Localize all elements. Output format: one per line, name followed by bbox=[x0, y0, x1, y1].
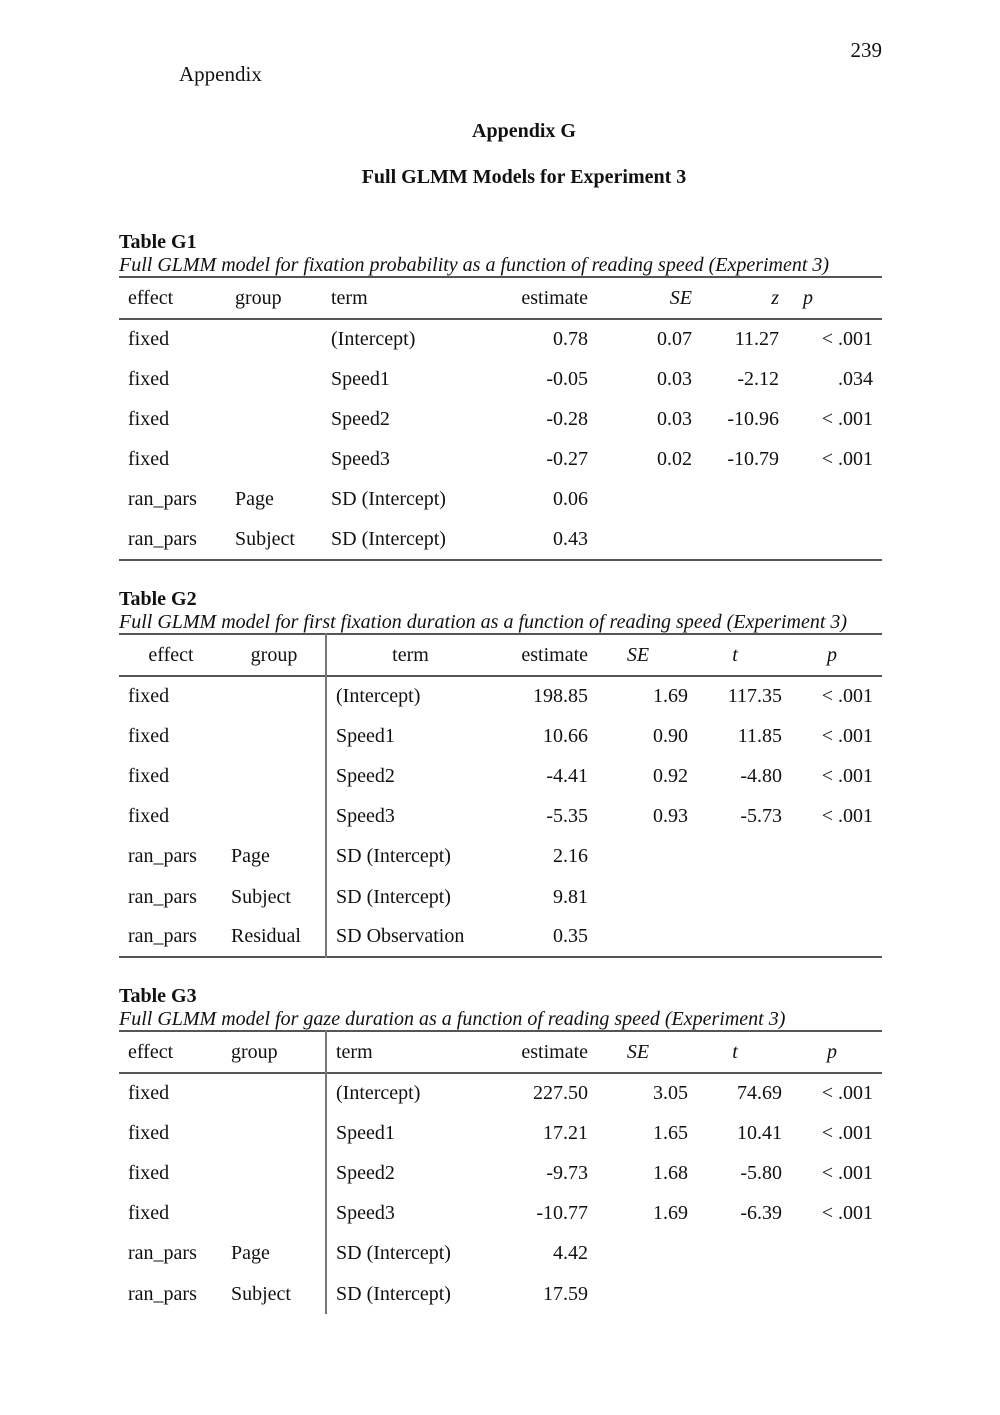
table-row bbox=[119, 1113, 882, 1153]
table-cell: ran_pars bbox=[128, 925, 197, 948]
table-cell: 0.35 bbox=[553, 925, 588, 948]
column-header: SE bbox=[626, 1040, 650, 1063]
table-cell: < .001 bbox=[821, 1202, 873, 1225]
table-header-row bbox=[119, 277, 882, 319]
table-cell: Speed1 bbox=[336, 724, 395, 747]
column-header: group bbox=[235, 286, 282, 309]
table-cell bbox=[782, 877, 882, 917]
table-cell: 11.85 bbox=[737, 724, 782, 747]
table-cell bbox=[782, 1274, 882, 1314]
table-cell bbox=[688, 837, 782, 877]
page-number: 239 bbox=[850, 38, 882, 62]
table-row bbox=[119, 917, 882, 957]
table-cell bbox=[782, 917, 882, 957]
table-cell bbox=[588, 1274, 688, 1314]
table-cell: fixed bbox=[128, 1202, 170, 1225]
table-cell: -6.39 bbox=[740, 1202, 782, 1225]
table-cell bbox=[223, 797, 326, 837]
table-cell: -4.80 bbox=[740, 764, 782, 787]
results-table bbox=[119, 276, 882, 561]
table-cell: fixed bbox=[128, 724, 170, 747]
column-header: term bbox=[392, 643, 429, 666]
table-cell: -9.73 bbox=[546, 1161, 588, 1184]
table-cell: fixed bbox=[128, 1121, 170, 1144]
table-cell bbox=[588, 520, 692, 560]
results-table bbox=[119, 1030, 882, 1314]
table-cell: < .001 bbox=[821, 1161, 873, 1184]
table-cell bbox=[692, 520, 788, 560]
table-cell: fixed bbox=[128, 448, 170, 471]
table-cell: 0.93 bbox=[653, 805, 688, 828]
table-cell: SD (Intercept) bbox=[331, 488, 446, 511]
table-cell: fixed bbox=[128, 328, 170, 351]
table-cell bbox=[688, 1274, 782, 1314]
column-header: p bbox=[803, 286, 813, 309]
table-cell bbox=[227, 319, 323, 359]
table-cell: 0.03 bbox=[657, 407, 692, 430]
table-cell bbox=[788, 480, 882, 520]
table-cell: Speed1 bbox=[331, 367, 390, 390]
table-cell: SD (Intercept) bbox=[336, 845, 451, 868]
table-row bbox=[119, 1234, 882, 1274]
table-cell: -5.73 bbox=[740, 805, 782, 828]
table-cell: < .001 bbox=[821, 1082, 873, 1105]
table-row bbox=[119, 1153, 882, 1193]
table-cell: 1.69 bbox=[653, 685, 688, 708]
column-header: estimate bbox=[521, 643, 588, 666]
table-cell: < .001 bbox=[821, 685, 873, 708]
table-cell: Residual bbox=[223, 917, 326, 957]
table-cell bbox=[782, 837, 882, 877]
table-cell: 0.90 bbox=[653, 724, 688, 747]
table-caption: Full GLMM model for gaze duration as a function of reading speed (Experiment 3) bbox=[119, 1008, 786, 1030]
column-header: term bbox=[331, 286, 368, 309]
table-cell: fixed bbox=[128, 1161, 170, 1184]
table-cell: fixed bbox=[128, 805, 170, 828]
appendix-subtitle: Full GLMM Models for Experiment 3 bbox=[361, 166, 687, 188]
table-cell bbox=[688, 917, 782, 957]
table-cell: 0.06 bbox=[553, 488, 588, 511]
table-cell: ran_pars bbox=[128, 528, 197, 551]
table-cell: fixed bbox=[128, 367, 170, 390]
table-cell: fixed bbox=[128, 1082, 170, 1105]
table-header-row bbox=[119, 1031, 882, 1073]
column-header: p bbox=[827, 643, 837, 666]
column-header: p bbox=[827, 1040, 837, 1063]
table-row bbox=[119, 359, 882, 399]
table-cell: ran_pars bbox=[128, 1282, 197, 1305]
table-cell bbox=[223, 1153, 326, 1193]
table-cell bbox=[588, 837, 688, 877]
table-cell: 0.92 bbox=[653, 764, 688, 787]
table-cell: -10.96 bbox=[727, 407, 779, 430]
table-row bbox=[119, 319, 882, 359]
table-cell: 0.07 bbox=[657, 328, 692, 351]
table-cell: -0.05 bbox=[546, 367, 588, 390]
table-cell: Speed2 bbox=[336, 1161, 395, 1184]
appendix-title: Appendix G bbox=[472, 120, 576, 142]
column-header: estimate bbox=[521, 286, 588, 309]
table-g3-block bbox=[119, 984, 882, 1314]
table-cell: 9.81 bbox=[553, 885, 588, 908]
table-row bbox=[119, 877, 882, 917]
table-cell: 10.66 bbox=[543, 724, 588, 747]
table-cell: Speed2 bbox=[331, 407, 390, 430]
table-cell: Page bbox=[223, 837, 326, 877]
table-cell bbox=[782, 1234, 882, 1274]
table-row bbox=[119, 756, 882, 796]
table-cell bbox=[692, 480, 788, 520]
table-cell: < .001 bbox=[821, 724, 873, 747]
column-header: term bbox=[336, 1040, 373, 1063]
table-cell: 0.43 bbox=[553, 528, 588, 551]
table-cell bbox=[588, 917, 688, 957]
table-cell bbox=[223, 756, 326, 796]
table-cell: 1.65 bbox=[653, 1121, 688, 1144]
table-cell: Speed3 bbox=[336, 1202, 395, 1225]
table-cell: (Intercept) bbox=[336, 685, 421, 708]
table-cell: 0.78 bbox=[553, 328, 588, 351]
table-row bbox=[119, 440, 882, 480]
table-label: Table G3 bbox=[119, 985, 197, 1007]
table-cell bbox=[223, 716, 326, 756]
table-cell: SD (Intercept) bbox=[331, 528, 446, 551]
table-cell: (Intercept) bbox=[336, 1082, 421, 1105]
table-cell: -5.80 bbox=[740, 1161, 782, 1184]
table-cell: 227.50 bbox=[533, 1082, 588, 1105]
table-cell: -2.12 bbox=[737, 367, 779, 390]
table-cell: < .001 bbox=[821, 764, 873, 787]
table-g2-block bbox=[119, 587, 882, 958]
table-cell: -10.79 bbox=[727, 448, 779, 471]
table-row bbox=[119, 520, 882, 560]
table-cell: < .001 bbox=[821, 448, 873, 471]
table-header-row bbox=[119, 634, 882, 676]
table-cell: 117.35 bbox=[727, 685, 782, 708]
table-label: Table G2 bbox=[119, 588, 197, 610]
table-cell: 3.05 bbox=[653, 1082, 688, 1105]
table-cell bbox=[223, 1194, 326, 1234]
table-cell bbox=[588, 480, 692, 520]
table-cell bbox=[227, 359, 323, 399]
table-cell bbox=[223, 1073, 326, 1113]
table-cell: SD (Intercept) bbox=[336, 1242, 451, 1265]
table-row bbox=[119, 716, 882, 756]
column-header: t bbox=[732, 1040, 738, 1063]
table-cell bbox=[588, 877, 688, 917]
column-header: effect bbox=[128, 286, 174, 309]
table-row bbox=[119, 1194, 882, 1234]
table-cell: -5.35 bbox=[546, 805, 588, 828]
table-row bbox=[119, 399, 882, 439]
table-cell: < .001 bbox=[821, 805, 873, 828]
table-cell: < .001 bbox=[821, 328, 873, 351]
table-cell bbox=[588, 1234, 688, 1274]
table-cell: (Intercept) bbox=[331, 328, 416, 351]
table-cell bbox=[688, 877, 782, 917]
table-cell: Subject bbox=[235, 528, 295, 551]
table-cell: fixed bbox=[128, 764, 170, 787]
table-cell: Page bbox=[223, 1234, 326, 1274]
table-row bbox=[119, 480, 882, 520]
column-header: t bbox=[732, 643, 738, 666]
table-caption: Full GLMM model for first fixation duration as a function of reading speed (Experiment 3) bbox=[119, 611, 848, 633]
column-header: effect bbox=[128, 1040, 174, 1063]
table-cell: ran_pars bbox=[128, 1242, 197, 1265]
table-cell: 17.21 bbox=[543, 1121, 588, 1144]
table-cell bbox=[227, 440, 323, 480]
table-cell: 0.02 bbox=[657, 448, 692, 471]
table-label: Table G1 bbox=[119, 231, 197, 253]
table-row bbox=[119, 797, 882, 837]
table-cell: Speed1 bbox=[336, 1121, 395, 1144]
table-cell bbox=[227, 399, 323, 439]
table-cell bbox=[688, 1234, 782, 1274]
table-cell: ran_pars bbox=[128, 488, 197, 511]
table-cell: < .001 bbox=[821, 407, 873, 430]
table-cell: 2.16 bbox=[553, 845, 588, 868]
table-row bbox=[119, 676, 882, 716]
table-cell: ran_pars bbox=[128, 845, 197, 868]
table-cell: fixed bbox=[128, 685, 170, 708]
table-cell: .034 bbox=[838, 367, 873, 390]
column-header: SE bbox=[669, 286, 692, 309]
table-cell: fixed bbox=[128, 407, 170, 430]
table-cell bbox=[788, 520, 882, 560]
table-cell: -0.28 bbox=[546, 407, 588, 430]
running-head: Appendix bbox=[179, 62, 262, 86]
table-cell bbox=[223, 1113, 326, 1153]
column-header: effect bbox=[148, 643, 194, 666]
table-cell: ran_pars bbox=[128, 885, 197, 908]
table-cell: -0.27 bbox=[546, 448, 588, 471]
table-g1-block bbox=[119, 230, 882, 561]
table-cell bbox=[223, 676, 326, 716]
table-cell: SD (Intercept) bbox=[336, 885, 451, 908]
table-cell: Page bbox=[235, 488, 274, 511]
table-cell: 4.42 bbox=[553, 1242, 588, 1265]
table-cell: 10.41 bbox=[737, 1121, 782, 1144]
column-header: group bbox=[223, 1031, 326, 1073]
table-row bbox=[119, 1274, 882, 1314]
table-cell: 1.68 bbox=[653, 1161, 688, 1184]
results-table bbox=[119, 633, 882, 958]
column-header: SE bbox=[626, 643, 650, 666]
table-row bbox=[119, 1073, 882, 1113]
table-caption: Full GLMM model for fixation probability as a function of reading speed (Experiment 3) bbox=[119, 254, 830, 276]
table-cell: 0.03 bbox=[657, 367, 692, 390]
table-cell: < .001 bbox=[821, 1121, 873, 1144]
table-cell: SD (Intercept) bbox=[336, 1282, 451, 1305]
table-cell: 17.59 bbox=[543, 1282, 588, 1305]
column-header: z bbox=[771, 286, 779, 309]
table-row bbox=[119, 837, 882, 877]
table-cell: Speed3 bbox=[336, 805, 395, 828]
table-cell: Subject bbox=[223, 877, 326, 917]
table-cell: -10.77 bbox=[536, 1202, 588, 1225]
table-cell: 11.27 bbox=[734, 328, 779, 351]
table-cell: 74.69 bbox=[737, 1082, 782, 1105]
table-cell: Speed3 bbox=[331, 448, 390, 471]
table-cell: -4.41 bbox=[546, 764, 588, 787]
table-cell: 1.69 bbox=[653, 1202, 688, 1225]
table-cell: SD Observation bbox=[336, 925, 465, 948]
table-cell: Speed2 bbox=[336, 764, 395, 787]
column-header: estimate bbox=[521, 1040, 588, 1063]
table-cell: 198.85 bbox=[533, 685, 588, 708]
table-cell: Subject bbox=[223, 1274, 326, 1314]
column-header: group bbox=[223, 634, 326, 676]
